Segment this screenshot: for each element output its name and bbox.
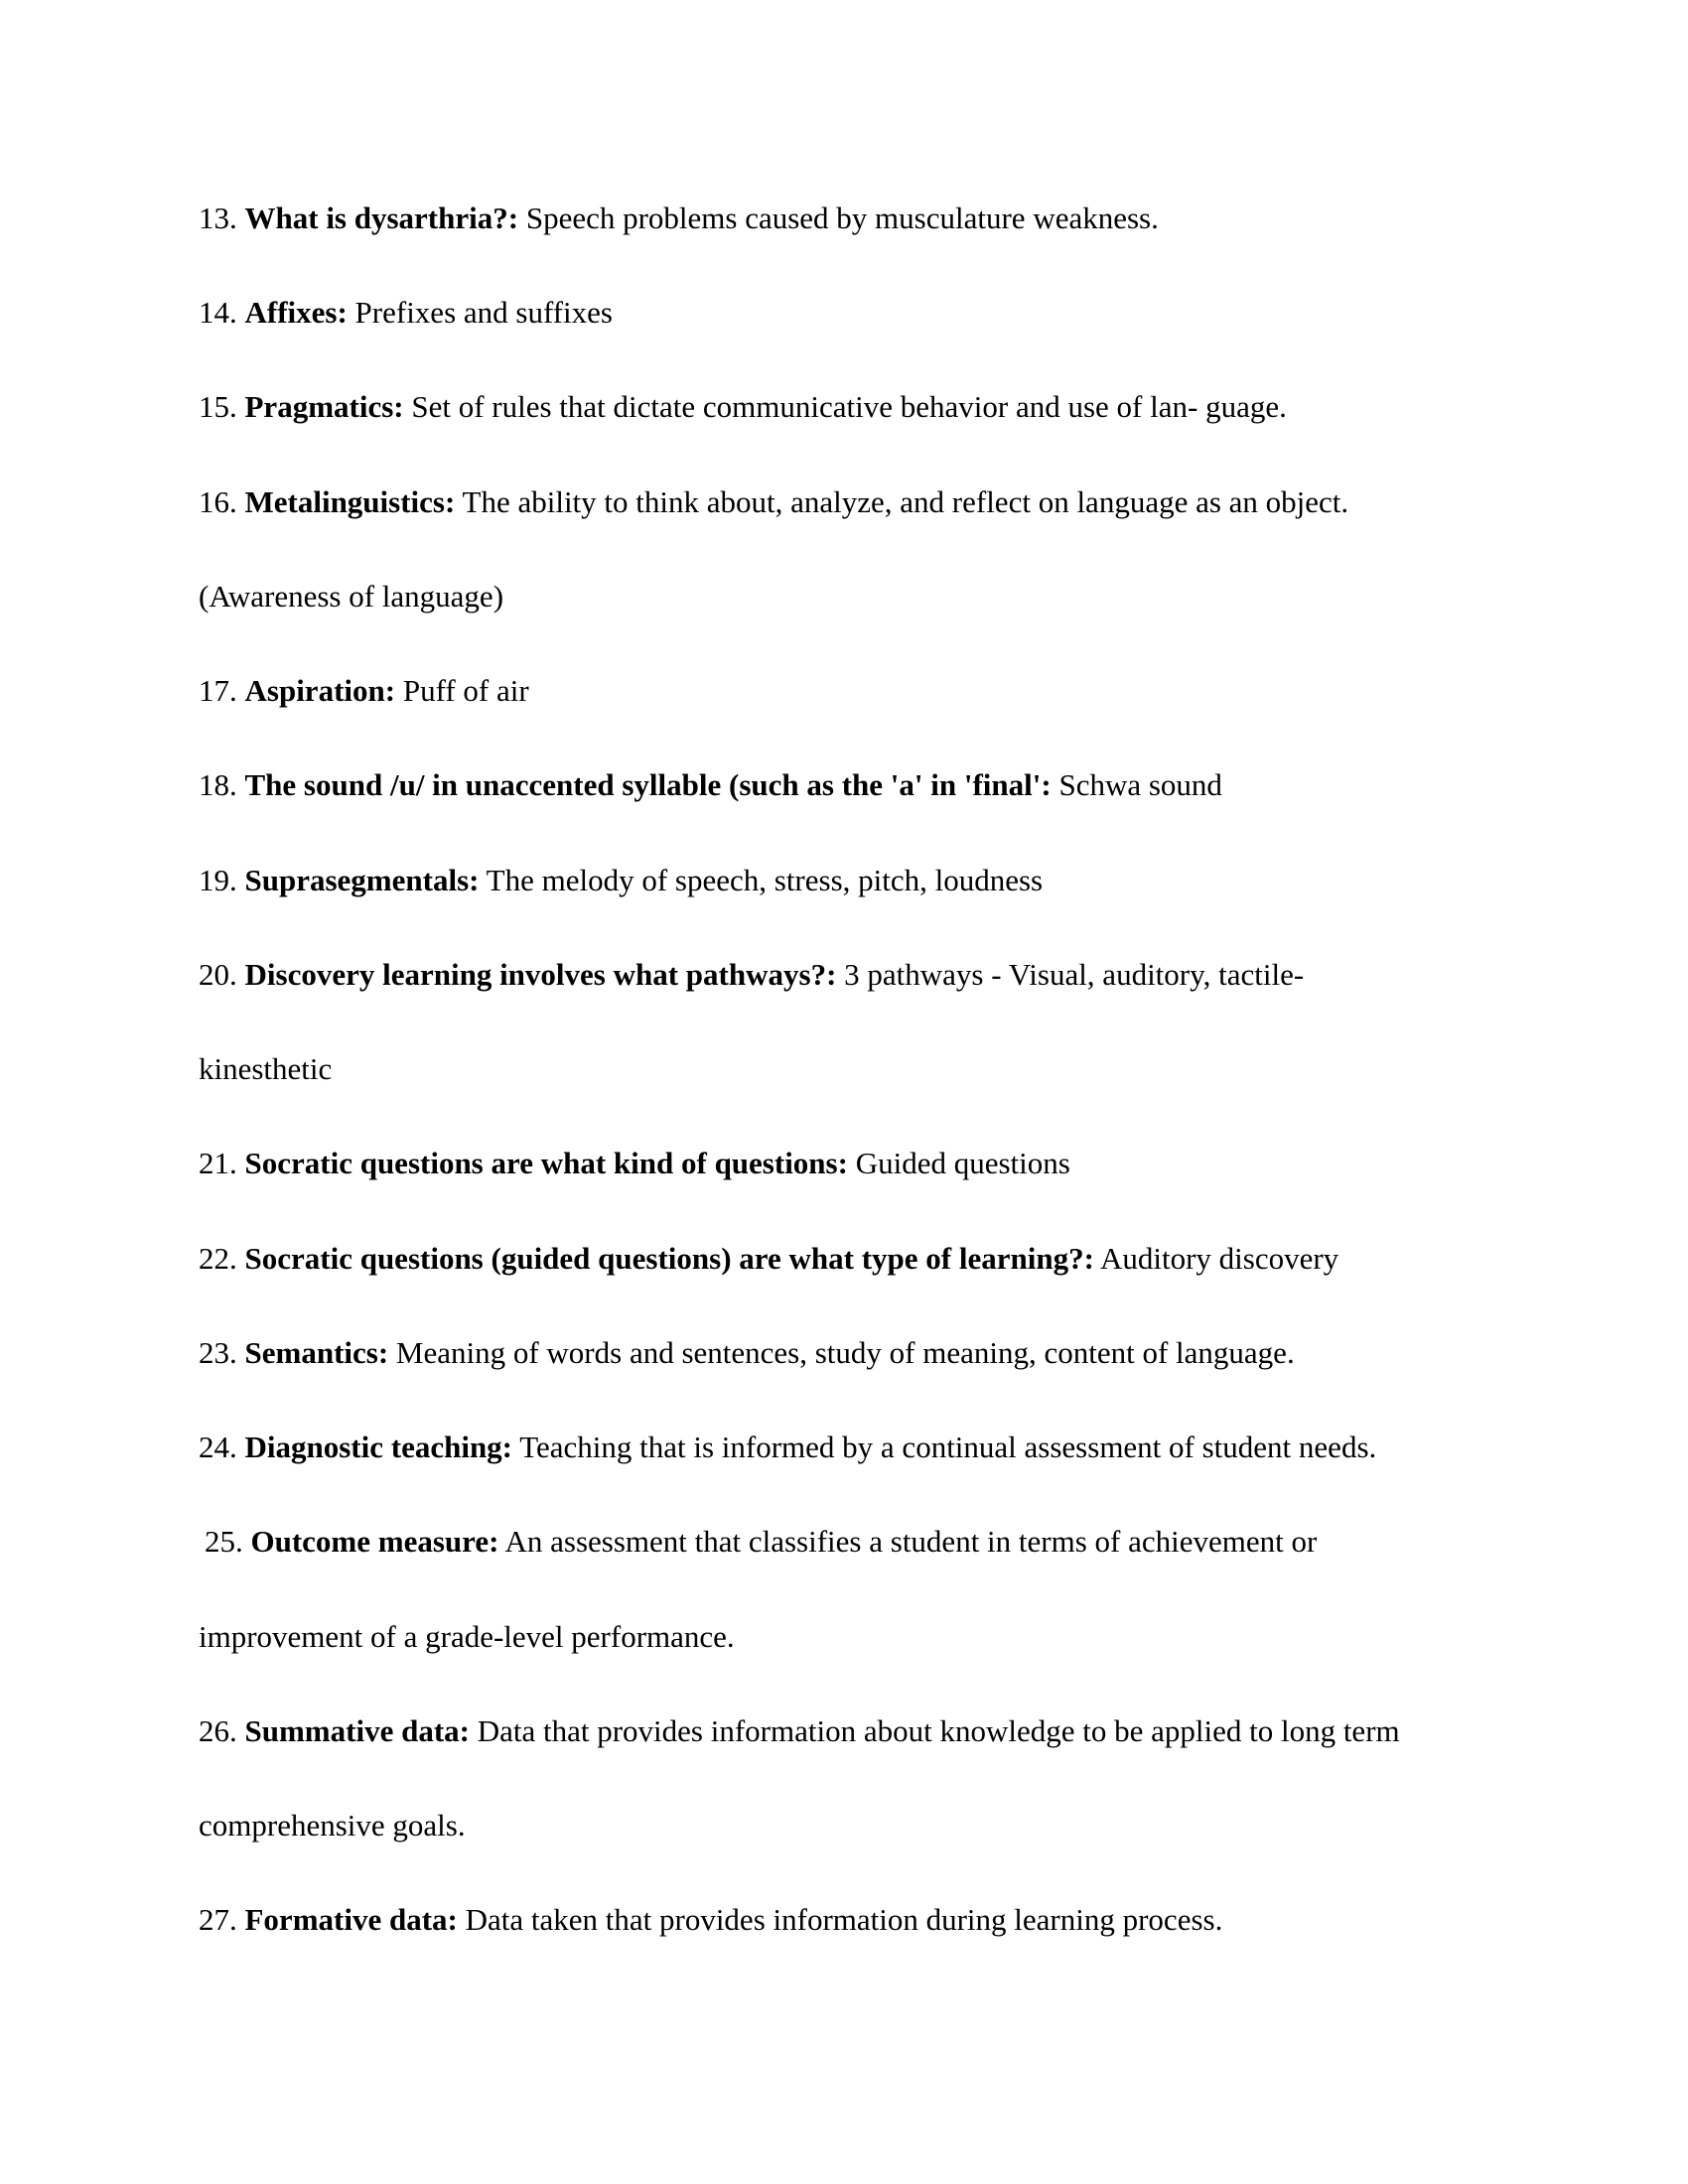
entry-number: 19. [199, 863, 237, 897]
entry-number: 21. [199, 1146, 237, 1180]
entry-term: The sound /u/ in unaccented syllable (such as the 'a' in 'final': [244, 767, 1052, 802]
entry-definition: Schwa sound [1058, 767, 1222, 802]
entry-term: What is dysarthria?: [244, 201, 519, 235]
entry-20-continuation: kinesthetic [199, 1051, 333, 1086]
entry-term: Affixes: [244, 295, 348, 330]
entry-definition: Meaning of words and sentences, study of meaning, content of language. [395, 1335, 1295, 1370]
entry-definition: Auditory discovery [1099, 1241, 1339, 1276]
entry-21 [199, 1144, 1070, 1183]
entry-20 [199, 955, 1304, 995]
entry-term: Pragmatics: [244, 389, 404, 424]
entry-number: 26. [199, 1713, 237, 1748]
entry-18 [199, 765, 1222, 805]
entry-definition: The ability to think about, analyze, and reflect on language as an object. [462, 484, 1349, 519]
entry-term: Semantics: [244, 1335, 389, 1370]
entry-number: 13. [199, 201, 237, 235]
entry-number: 20. [199, 957, 237, 992]
entry-term: Outcome measure: [250, 1524, 499, 1559]
entry-term: Socratic questions (guided questions) are what type of learning?: [244, 1241, 1094, 1276]
entry-25 [205, 1522, 1317, 1562]
entry-27 [199, 1900, 1222, 1940]
entry-term: Formative data: [244, 1902, 458, 1937]
entry-definition: Prefixes and suffixes [354, 295, 613, 330]
entry-number: 16. [199, 484, 237, 519]
entry-definition: The melody of speech, stress, pitch, loudness [486, 863, 1044, 897]
entry-term: Aspiration: [244, 673, 396, 708]
entry-number: 17. [199, 673, 237, 708]
entry-term: Metalinguistics: [244, 484, 456, 519]
entry-definition: An assessment that classifies a student in terms of achievement or [504, 1524, 1318, 1559]
entry-17 [199, 671, 529, 711]
entry-number: 18. [199, 767, 237, 802]
entry-number: 15. [199, 389, 237, 424]
entry-term: Diagnostic teaching: [244, 1430, 513, 1464]
entry-15 [199, 387, 1287, 427]
entry-definition: 3 pathways - Visual, auditory, tactile- [844, 957, 1305, 992]
entry-definition: Teaching that is informed by a continual assessment of student needs. [519, 1430, 1377, 1464]
entry-16 [199, 482, 1348, 522]
entry-number: 27. [199, 1902, 237, 1937]
entry-19 [199, 861, 1043, 900]
entry-number: 22. [199, 1241, 237, 1276]
entry-term: Discovery learning involves what pathways?: [244, 957, 837, 992]
entry-definition: Data taken that provides information during learning process. [465, 1902, 1223, 1937]
entry-definition: Data that provides information about knowledge to be applied to long term [477, 1713, 1400, 1748]
entry-definition: Guided questions [855, 1146, 1070, 1180]
entry-number: 23. [199, 1335, 237, 1370]
entry-24 [199, 1428, 1376, 1467]
entry-26-continuation: comprehensive goals. [199, 1808, 466, 1843]
entry-term: Summative data: [244, 1713, 470, 1748]
entry-26 [199, 1711, 1400, 1751]
entry-term: Suprasegmentals: [244, 863, 480, 897]
entry-definition: Puff of air [402, 673, 529, 708]
entry-13 [199, 199, 1159, 238]
entry-23 [199, 1333, 1295, 1373]
entry-25-continuation: improvement of a grade-level performance. [199, 1619, 735, 1654]
entry-number: 14. [199, 295, 237, 330]
entry-14 [199, 293, 613, 333]
entry-term: Socratic questions are what kind of questions: [244, 1146, 848, 1180]
entry-number: 24. [199, 1430, 237, 1464]
entry-number: 25. [205, 1524, 243, 1559]
entry-definition: Set of rules that dictate communicative behavior and use of lan- guage. [411, 389, 1287, 424]
entry-16-continuation: (Awareness of language) [199, 579, 504, 614]
entry-definition: Speech problems caused by musculature weakness. [525, 201, 1159, 235]
entry-22 [199, 1239, 1338, 1279]
